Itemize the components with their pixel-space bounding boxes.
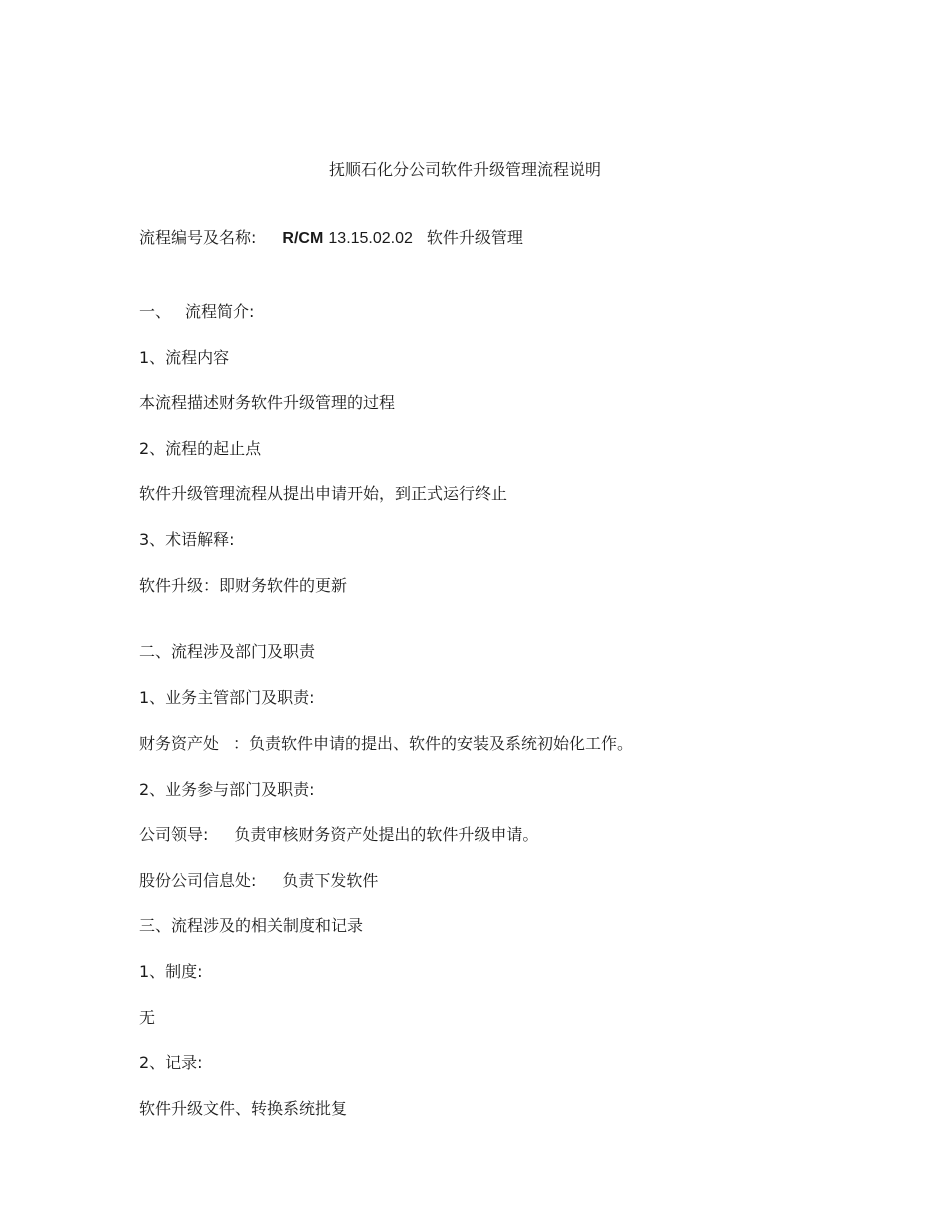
section2-item1-title: 1、业务主管部门及职责: bbox=[139, 688, 315, 707]
document-title: 抚顺石化分公司软件升级管理流程说明 bbox=[328, 160, 601, 179]
section1-heading bbox=[139, 302, 254, 322]
process-code-prefix: R/CM bbox=[282, 230, 324, 247]
section2-heading: 二、流程涉及部门及职责 bbox=[139, 642, 316, 661]
section2-item2-body1 bbox=[139, 825, 538, 845]
section2-item1-body bbox=[139, 734, 633, 754]
section1-item2-body: 软件升级管理流程从提出申请开始，到正式运行终止 bbox=[139, 484, 508, 503]
section1-heading-num: 一、 bbox=[139, 302, 172, 321]
process-name: 软件升级管理 bbox=[426, 228, 523, 247]
dept-company-leader-duty: 负责审核财务资产处提出的软件升级申请。 bbox=[234, 825, 539, 844]
section1-item1-title: 1、流程内容 bbox=[139, 348, 230, 367]
section2-item2-body2 bbox=[139, 871, 378, 891]
dept-separator: ： bbox=[233, 734, 250, 753]
section3-item1-title: 1、制度: bbox=[139, 962, 203, 981]
section2-item2-title: 2、业务参与部门及职责: bbox=[139, 780, 315, 799]
section1-item3-title: 3、术语解释: bbox=[139, 530, 235, 549]
section1-item2-title: 2、流程的起止点 bbox=[139, 439, 262, 458]
section3-heading: 三、流程涉及的相关制度和记录 bbox=[139, 916, 364, 935]
dept-finance-assets: 财务资产处 bbox=[139, 734, 220, 753]
process-id-line bbox=[139, 228, 523, 249]
process-code-number: 13.15.02.02 bbox=[328, 230, 413, 247]
dept-info-office: 股份公司信息处: bbox=[139, 871, 257, 890]
dept-finance-assets-duty: 负责软件申请的提出、软件的安装及系统初始化工作。 bbox=[249, 734, 634, 753]
section3-item2-title: 2、记录: bbox=[139, 1053, 203, 1072]
section3-item1-body: 无 bbox=[139, 1008, 156, 1027]
section1-item1-body: 本流程描述财务软件升级管理的过程 bbox=[139, 393, 396, 412]
dept-company-leader: 公司领导: bbox=[139, 825, 209, 844]
dept-info-office-duty: 负责下发软件 bbox=[282, 871, 379, 890]
section1-item3-body: 软件升级：即财务软件的更新 bbox=[139, 576, 348, 595]
section1-heading-text: 流程简介: bbox=[185, 302, 255, 321]
section3-item2-body: 软件升级文件、转换系统批复 bbox=[139, 1099, 348, 1118]
process-id-label: 流程编号及名称: bbox=[139, 228, 257, 247]
